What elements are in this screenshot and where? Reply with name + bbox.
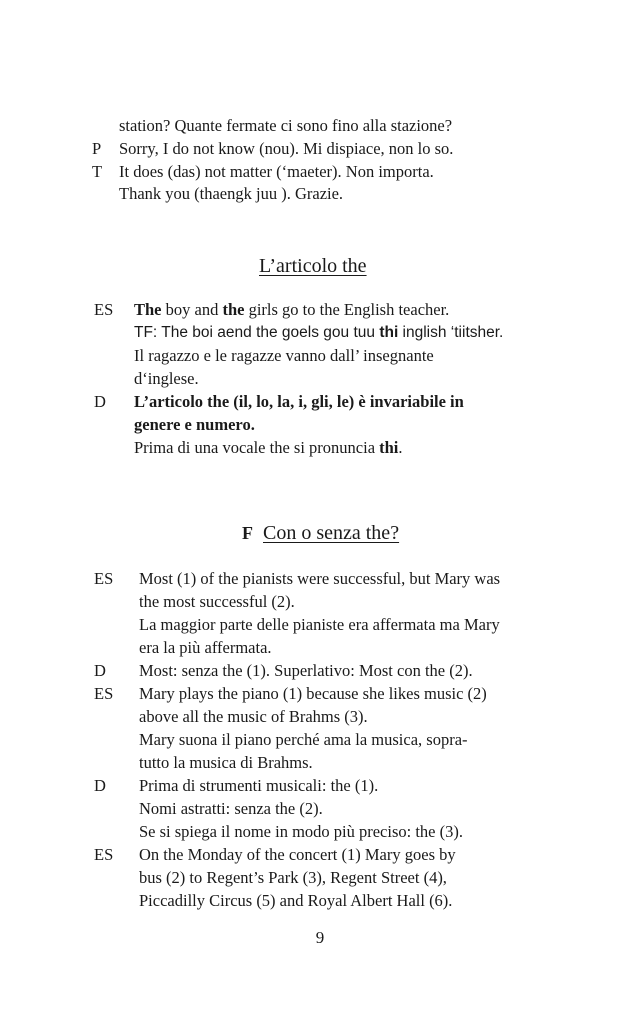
definition-label: D <box>94 392 106 411</box>
text-run: boy and <box>161 300 223 319</box>
page-number: 9 <box>315 928 325 947</box>
intro-line: Thank you (thaengk juu ). Grazie. <box>119 184 344 203</box>
definition-line: Most: senza the (1). Superlativo: Most con the (2). <box>139 661 473 680</box>
section-heading-text: L’articolo the <box>259 255 367 277</box>
example-line: Mary suona il piano perché ama la musica, sopra- <box>139 730 468 749</box>
bold-text: genere e numero. <box>134 415 255 434</box>
text-run: . <box>398 438 403 457</box>
text-run: Prima di una vocale the si pronuncia <box>134 438 380 457</box>
example-label: ES <box>94 300 114 319</box>
bold-word: the <box>222 300 245 319</box>
example-line: the most successful (2). <box>139 592 295 611</box>
bold-word: thi <box>379 438 399 457</box>
example-line: tutto la musica di Brahms. <box>139 753 313 772</box>
definition-line <box>134 392 464 412</box>
section-letter: F <box>242 523 253 543</box>
translation-line: d‘inglese. <box>134 369 199 388</box>
definition-label: D <box>94 776 106 795</box>
example-line: Mary plays the piano (1) because she likes music (2) <box>139 684 487 703</box>
definition-label: D <box>94 661 106 680</box>
example-line <box>134 300 449 320</box>
bold-text: L’articolo the (il, lo, la, i, gli, le) è invariabile in <box>134 392 464 411</box>
definition-line: Prima di strumenti musicali: the (1). <box>139 776 379 795</box>
translation-line: Il ragazzo e le ragazze vanno dall’ insegnante <box>134 346 434 365</box>
example-line: era la più affermata. <box>139 638 272 657</box>
bold-word: The <box>134 300 162 319</box>
definition-line: Se si spiega il nome in modo più preciso: the (3). <box>139 822 463 841</box>
section-heading <box>242 521 399 545</box>
definition-line: Nomi astratti: senza the (2). <box>139 799 323 818</box>
speaker-label-t: T <box>92 162 103 181</box>
text-run: TF: The boi aend the goels gou tuu <box>134 324 380 341</box>
speaker-label-p: P <box>92 139 102 158</box>
example-line: On the Monday of the concert (1) Mary goes by <box>139 845 456 864</box>
section-heading <box>259 254 367 278</box>
example-label: ES <box>94 684 114 703</box>
example-line: bus (2) to Regent’s Park (3), Regent Street (4), <box>139 868 447 887</box>
text-run: inglish ‘tiitsher. <box>398 324 504 341</box>
example-label: ES <box>94 569 114 588</box>
intro-line: It does (das) not matter (‘maeter). Non importa. <box>119 162 434 181</box>
text-run: girls go to the English teacher. <box>244 300 450 319</box>
example-label: ES <box>94 845 114 864</box>
example-line: above all the music of Brahms (3). <box>139 707 368 726</box>
intro-line: Sorry, I do not know (nou). Mi dispiace, non lo so. <box>119 139 454 158</box>
pronunciation-line <box>134 323 503 343</box>
example-line: Piccadilly Circus (5) and Royal Albert Hall (6). <box>139 891 453 910</box>
definition-line <box>134 415 255 435</box>
definition-line <box>134 438 403 458</box>
example-line: La maggior parte delle pianiste era affermata ma Mary <box>139 615 500 634</box>
intro-line: station? Quante fermate ci sono fino alla stazione? <box>119 116 453 135</box>
example-line: Most (1) of the pianists were successful, but Mary was <box>139 569 501 588</box>
section-heading-text: Con o senza the? <box>263 522 400 544</box>
bold-word: thi <box>379 324 399 341</box>
